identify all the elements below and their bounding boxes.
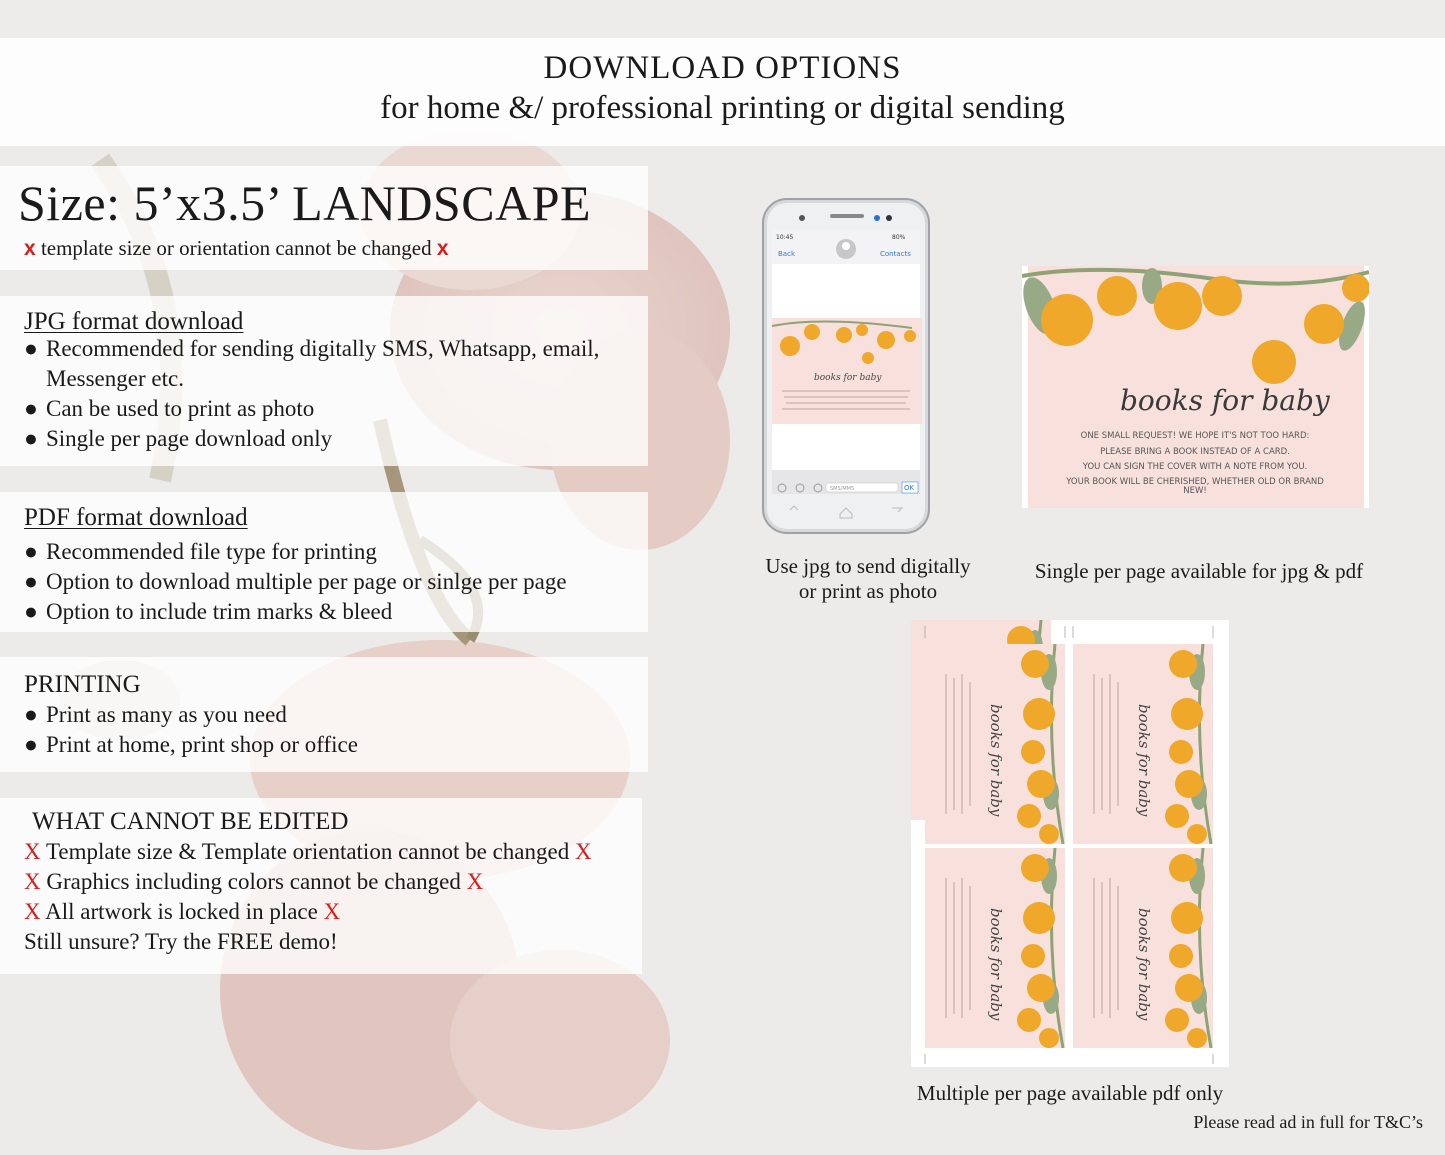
list-item: ● Recommended file type for printing [24, 539, 377, 564]
list-item: X Graphics including colors cannot be changed X [24, 869, 484, 894]
list-item: ● Can be used to print as photo [24, 396, 315, 421]
list-item: ● Print as many as you need [24, 702, 287, 727]
pdf-panel [0, 492, 648, 632]
red-x-icon: X [323, 899, 341, 924]
top-strip [0, 0, 1445, 38]
page-subtitle: for home &/ professional printing or digital sending [380, 90, 1065, 126]
red-x-icon: x [24, 237, 36, 260]
multi-card-sheet [911, 620, 1229, 1067]
list-item: X Template size & Template orientation cannot be changed X [24, 839, 592, 864]
demo-note: Still unsure? Try the FREE demo! [24, 929, 338, 954]
phone-battery: 80% [892, 234, 906, 241]
multiple-caption: Multiple per page available pdf only [916, 1081, 1224, 1105]
size-note-text: template size or orientation cannot be changed [40, 236, 432, 260]
cannot-edit-title: WHAT CANNOT BE EDITED [32, 808, 349, 835]
card-line: NEW! [1183, 486, 1207, 496]
red-x-icon: X [24, 869, 41, 894]
red-x-icon: X [24, 839, 41, 864]
footnote: Please read ad in full for T&C’s [1193, 1112, 1423, 1132]
red-x-icon: X [24, 899, 41, 924]
printing-title: PRINTING [24, 671, 141, 698]
single-card-preview [1022, 266, 1369, 508]
phone-card-title: books for baby [814, 373, 882, 383]
printing-panel [0, 657, 648, 772]
card-line: YOUR BOOK WILL BE CHERISHED, WHETHER OLD OR BRAND [1066, 477, 1324, 487]
speaker-icon [830, 214, 864, 218]
red-x-icon: X [574, 839, 592, 864]
multi-card-grid [911, 620, 1229, 1067]
size-title: Size: 5’x3.5’ LANDSCAPE [18, 175, 592, 231]
list-item: X All artwork is locked in place X [24, 899, 341, 924]
size-note [24, 236, 449, 261]
list-item: ● Option to download multiple per page or sinlge per page [24, 569, 567, 594]
camera-icon [799, 215, 805, 221]
phone-contacts-link: Contacts [880, 250, 911, 258]
red-x-icon: x [436, 237, 449, 260]
card-line: PLEASE BRING A BOOK INSTEAD OF A CARD. [1100, 447, 1290, 457]
phone-caption: Use jpg to send digitally or print as photo [765, 554, 971, 603]
jpg-panel [0, 296, 648, 466]
list-item: ● Recommended for sending digitally SMS, Whatsapp, email, [24, 336, 600, 361]
card-line: ONE SMALL REQUEST! WE HOPE IT'S NOT TOO HARD: [1080, 431, 1310, 441]
card-title: books for baby [1120, 384, 1330, 417]
phone-ok-button: OK [904, 484, 915, 492]
list-item: ● Print at home, print shop or office [24, 732, 358, 757]
card-line: YOU CAN SIGN THE COVER WITH A NOTE FROM YOU. [1082, 462, 1308, 472]
cannot-edit-panel [0, 798, 642, 974]
single-caption: Single per page available for jpg & pdf [1034, 559, 1364, 583]
list-item: ● Option to include trim marks & bleed [24, 599, 393, 624]
phone-back-link: Back [778, 250, 795, 258]
pdf-title: PDF format download [24, 504, 248, 531]
page-title: DOWNLOAD OPTIONS [543, 50, 902, 86]
red-x-icon: X [466, 869, 484, 894]
phone-time: 10:45 [776, 234, 794, 241]
jpg-title: JPG format download [24, 308, 244, 335]
header-band [0, 38, 1445, 146]
list-item: ● Single per page download only [24, 426, 333, 451]
sms-placeholder: SMS/MMS [830, 486, 855, 492]
size-panel [0, 166, 648, 270]
list-item: Messenger etc. [46, 366, 184, 391]
phone-mockup [762, 198, 930, 534]
